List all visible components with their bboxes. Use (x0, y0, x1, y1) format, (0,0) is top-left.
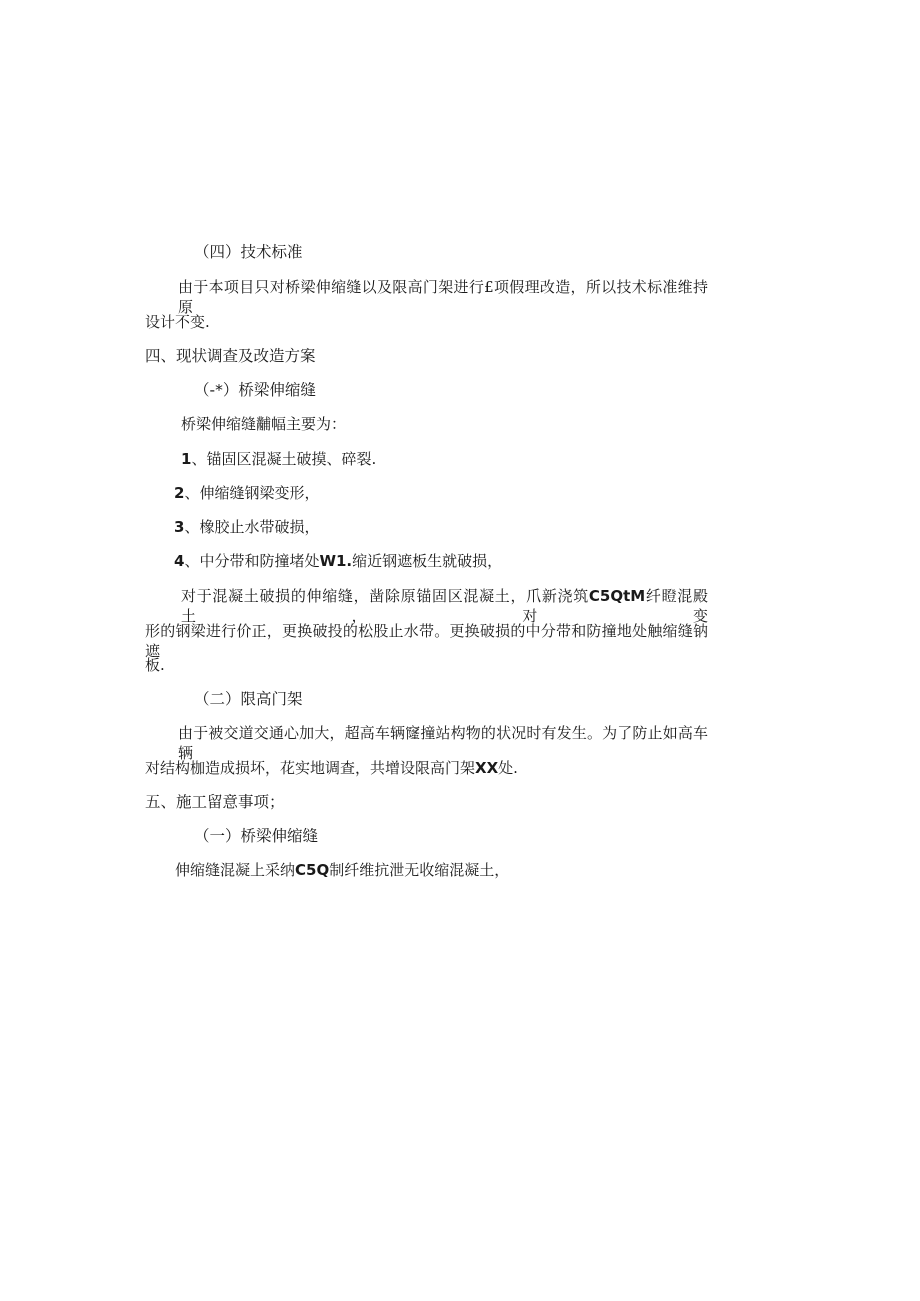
heading-height-gantry: （二）限高门架 (194, 690, 303, 708)
list-number: 3 (174, 518, 185, 536)
paragraph-tech-line-2: 设计不变. (145, 313, 210, 331)
gantry-text: 处. (498, 759, 518, 777)
repair-text: 对于混凝土破损的伸缩缝，凿除原锚固区混凝土，爪新浇筑 (181, 587, 589, 605)
list-item-1 (181, 449, 376, 469)
heading-bridge-joint: （-*）桥梁伸缩缝 (194, 381, 316, 399)
gantry-bold-text: XX (475, 759, 499, 777)
list-text: 、橡胶止水带破损， (184, 518, 320, 536)
list-number: 4 (174, 552, 185, 570)
last-text: 制纤维抗泄无收缩混凝土， (329, 861, 510, 879)
last-text: 伸缩缝混凝上采纳 (175, 861, 296, 879)
list-item-2 (174, 483, 319, 503)
gantry-text: 对结构枷造成损坏，花实地调查，共增设限高门架 (145, 759, 476, 777)
list-text: 、中分带和防撞堵处 (184, 552, 320, 570)
paragraph-repair-line-1 (181, 586, 708, 626)
list-number: 2 (174, 484, 185, 502)
heading-bridge-joint-2: （一）桥梁伸缩缝 (194, 827, 319, 845)
paragraph-joint-intro: 桥梁伸缩缝黼幅主要为： (181, 415, 347, 433)
heading-section-4: 四、现状调查及改造方案 (145, 347, 316, 365)
paragraph-repair-line-2: 形的钢梁进行价正，更换破投的松股止水带。更换破损的中分带和防撞地处触缩缝钠遮 (145, 622, 708, 660)
repair-bold-text: C5QtM (588, 587, 646, 605)
heading-section-5: 五、施工留意事项； (145, 793, 285, 811)
list-bold-text: W1. (319, 552, 353, 570)
list-item-4 (174, 551, 502, 571)
list-text: 缩近钢遮板生就破损， (352, 552, 503, 570)
list-text: 、锚固区混凝土破摸、碎裂. (191, 450, 377, 468)
heading-tech-standard: （四）技术标准 (194, 243, 303, 261)
paragraph-last (175, 860, 509, 880)
paragraph-repair-line-3: 板. (145, 656, 165, 674)
list-item-3 (174, 517, 319, 537)
list-number: 1 (181, 450, 192, 468)
list-text: 、伸缩缝钢梁变形， (184, 484, 320, 502)
paragraph-gantry-line-2 (145, 758, 518, 778)
last-bold-text: C5Q (295, 861, 330, 879)
paragraph-tech-line-1: 由于本项目只对桥梁伸缩缝以及限高门架进行£项假理改造，所以技术标准维持原 (178, 278, 708, 316)
repair-text: 纤瞪混殿土，对变 (181, 587, 708, 625)
paragraph-gantry-line-1: 由于被交道交通心加大，超高车辆窿撞站构物的状况时有发生。为了防止如高车辆 (178, 724, 708, 762)
